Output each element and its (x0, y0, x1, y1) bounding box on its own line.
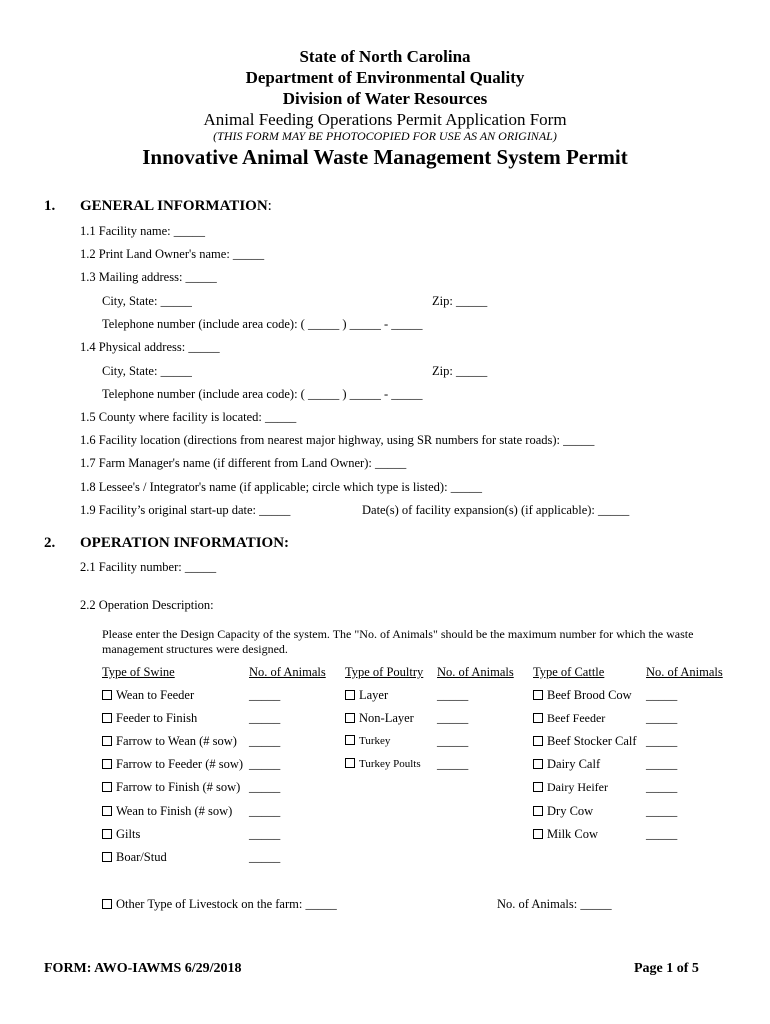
swine-count-blank[interactable]: _____ (249, 780, 281, 794)
cattle-label: Dairy Heifer (547, 780, 608, 794)
section-1-heading (80, 198, 272, 215)
swine-label: Farrow to Finish (# sow) (116, 780, 241, 794)
physical-city-state-field[interactable]: City, State: _____ (102, 364, 192, 378)
swine-count-header: No. of Animals (249, 665, 326, 679)
checkbox[interactable] (533, 713, 543, 723)
swine-count-blank[interactable]: _____ (249, 688, 281, 702)
swine-option-wean-to-feeder[interactable] (102, 688, 194, 703)
poultry-option-turkey[interactable] (345, 735, 390, 747)
swine-option-farrow-to-wean[interactable] (102, 734, 237, 749)
swine-count-blank[interactable]: _____ (249, 850, 281, 864)
swine-label: Farrow to Feeder (# sow) (116, 757, 244, 771)
checkbox[interactable] (533, 829, 543, 839)
cattle-count-blank[interactable]: _____ (646, 757, 678, 771)
poultry-option-layer[interactable] (345, 688, 388, 703)
division-title: Division of Water Resources (282, 89, 488, 108)
cattle-label: Beef Brood Cow (547, 688, 632, 702)
other-livestock-label: Other Type of Livestock on the farm: _____ (116, 897, 337, 911)
checkbox[interactable] (102, 782, 112, 792)
cattle-count-blank[interactable]: _____ (646, 827, 678, 841)
startup-date-field[interactable]: 1.9 Facility’s original start-up date: _____ (80, 503, 291, 517)
checkbox[interactable] (345, 690, 355, 700)
checkbox[interactable] (102, 736, 112, 746)
checkbox[interactable] (533, 782, 543, 792)
other-livestock-option[interactable] (102, 897, 337, 912)
checkbox[interactable] (102, 806, 112, 816)
form-title: Animal Feeding Operations Permit Application Form (203, 110, 567, 129)
swine-type-header: Type of Swine (102, 665, 175, 679)
checkbox[interactable] (533, 806, 543, 816)
checkbox[interactable] (102, 829, 112, 839)
checkbox[interactable] (102, 713, 112, 723)
checkbox[interactable] (102, 852, 112, 862)
permit-title: Innovative Animal Waste Management System Permit (142, 145, 628, 169)
county-field[interactable]: 1.5 County where facility is located: _____ (80, 410, 297, 424)
swine-label: Wean to Feeder (116, 688, 195, 702)
mailing-address-field[interactable]: 1.3 Mailing address: _____ (80, 270, 217, 284)
poultry-option-turkey-poults[interactable] (345, 758, 421, 770)
cattle-option-milk-cow[interactable] (533, 827, 598, 842)
swine-count-blank[interactable]: _____ (249, 827, 281, 841)
swine-count-blank[interactable]: _____ (249, 804, 281, 818)
design-capacity-instructions-1: Please enter the Design Capacity of the system. The "No. of Animals" should be the maximum number for which the waste (102, 627, 694, 641)
poultry-label: Turkey Poults (359, 758, 421, 770)
checkbox[interactable] (345, 758, 355, 768)
operation-description-label: 2.2 Operation Description: (80, 598, 214, 612)
design-capacity-instructions-2: management structures were designed. (102, 642, 288, 656)
cattle-count-blank[interactable]: _____ (646, 804, 678, 818)
section-2-title: OPERATION INFORMATION: (80, 535, 290, 551)
swine-label: Wean to Finish (# sow) (116, 804, 233, 818)
facility-location-field[interactable]: 1.6 Facility location (directions from nearest major highway, using SR numbers for state roads): _____ (80, 433, 595, 447)
cattle-option-dairy-heifer[interactable] (533, 780, 608, 795)
poultry-count-blank[interactable]: _____ (437, 734, 469, 748)
cattle-count-header: No. of Animals (646, 665, 723, 679)
cattle-label: Milk Cow (547, 827, 599, 841)
poultry-label: Non-Layer (359, 711, 414, 725)
cattle-option-dairy-calf[interactable] (533, 757, 600, 772)
poultry-label: Layer (359, 688, 389, 702)
swine-option-feeder-to-finish[interactable] (102, 711, 197, 726)
checkbox[interactable] (345, 713, 355, 723)
cattle-label: Dry Cow (547, 804, 594, 818)
swine-label: Boar/Stud (116, 850, 167, 864)
department-title: Department of Environmental Quality (245, 68, 525, 87)
section-1-title: GENERAL INFORMATION (80, 198, 268, 214)
other-livestock-count-field[interactable]: No. of Animals: _____ (497, 897, 612, 911)
swine-option-boar-stud[interactable] (102, 850, 167, 865)
checkbox[interactable] (102, 899, 112, 909)
poultry-type-header: Type of Poultry (345, 665, 424, 679)
cattle-count-blank[interactable]: _____ (646, 780, 678, 794)
cattle-label: Dairy Calf (547, 757, 601, 771)
page-number: Page 1 of 5 (634, 961, 699, 976)
cattle-option-beef-feeder[interactable] (533, 711, 605, 726)
section-1-colon: : (267, 198, 272, 214)
checkbox[interactable] (533, 736, 543, 746)
poultry-count-blank[interactable]: _____ (437, 711, 469, 725)
physical-zip-field[interactable]: Zip: _____ (432, 364, 488, 378)
physical-telephone-field[interactable]: Telephone number (include area code): ( _____ ) _____ - _____ (102, 387, 423, 401)
checkbox[interactable] (102, 759, 112, 769)
section-1-number: 1. (44, 198, 56, 214)
swine-option-wean-to-finish[interactable] (102, 804, 232, 819)
section-2-number: 2. (44, 535, 56, 551)
checkbox[interactable] (533, 690, 543, 700)
checkbox[interactable] (533, 759, 543, 769)
farm-manager-field[interactable]: 1.7 Farm Manager's name (if different from Land Owner): _____ (80, 456, 407, 470)
cattle-option-beef-stocker-calf[interactable] (533, 734, 637, 749)
cattle-option-dry-cow[interactable] (533, 804, 593, 819)
expansion-date-field[interactable]: Date(s) of facility expansion(s) (if applicable): _____ (362, 503, 630, 517)
swine-option-farrow-to-finish[interactable] (102, 780, 240, 795)
swine-count-blank[interactable]: _____ (249, 757, 281, 771)
cattle-label: Beef Feeder (547, 711, 606, 725)
poultry-count-blank[interactable]: _____ (437, 757, 469, 771)
mailing-zip-field[interactable]: Zip: _____ (432, 294, 488, 308)
swine-count-blank[interactable]: _____ (249, 711, 281, 725)
swine-label: Farrow to Wean (# sow) (116, 734, 237, 748)
poultry-count-blank[interactable]: _____ (437, 688, 469, 702)
facility-number-field[interactable]: 2.1 Facility number: _____ (80, 560, 217, 574)
land-owner-field[interactable]: 1.2 Print Land Owner's name: _____ (80, 247, 265, 261)
swine-option-gilts[interactable] (102, 827, 140, 842)
poultry-count-header: No. of Animals (437, 665, 514, 679)
cattle-count-blank[interactable]: _____ (646, 711, 678, 725)
cattle-count-blank[interactable]: _____ (646, 734, 678, 748)
state-title: State of North Carolina (299, 47, 471, 66)
poultry-option-non-layer[interactable] (345, 711, 414, 726)
photocopy-note: (THIS FORM MAY BE PHOTOCOPIED FOR USE AS AN ORIGINAL) (213, 129, 557, 143)
swine-option-farrow-to-feeder[interactable] (102, 757, 243, 772)
cattle-type-header: Type of Cattle (533, 665, 605, 679)
form-id: FORM: AWO-IAWMS 6/29/2018 (44, 961, 242, 976)
checkbox[interactable] (345, 735, 355, 745)
cattle-label: Beef Stocker Calf (547, 734, 637, 748)
physical-address-field[interactable]: 1.4 Physical address: _____ (80, 340, 220, 354)
swine-label: Gilts (116, 827, 141, 841)
cattle-option-beef-brood-cow[interactable] (533, 688, 632, 703)
poultry-label: Turkey (359, 735, 391, 747)
checkbox[interactable] (102, 690, 112, 700)
cattle-count-blank[interactable]: _____ (646, 688, 678, 702)
mailing-telephone-field[interactable]: Telephone number (include area code): ( _____ ) _____ - _____ (102, 317, 423, 331)
mailing-city-state-field[interactable]: City, State: _____ (102, 294, 192, 308)
swine-label: Feeder to Finish (116, 711, 198, 725)
facility-name-field[interactable]: 1.1 Facility name: _____ (80, 224, 205, 238)
swine-count-blank[interactable]: _____ (249, 734, 281, 748)
lessee-integrator-field[interactable]: 1.8 Lessee's / Integrator's name (if applicable; circle which type is listed): _____ (80, 480, 482, 494)
